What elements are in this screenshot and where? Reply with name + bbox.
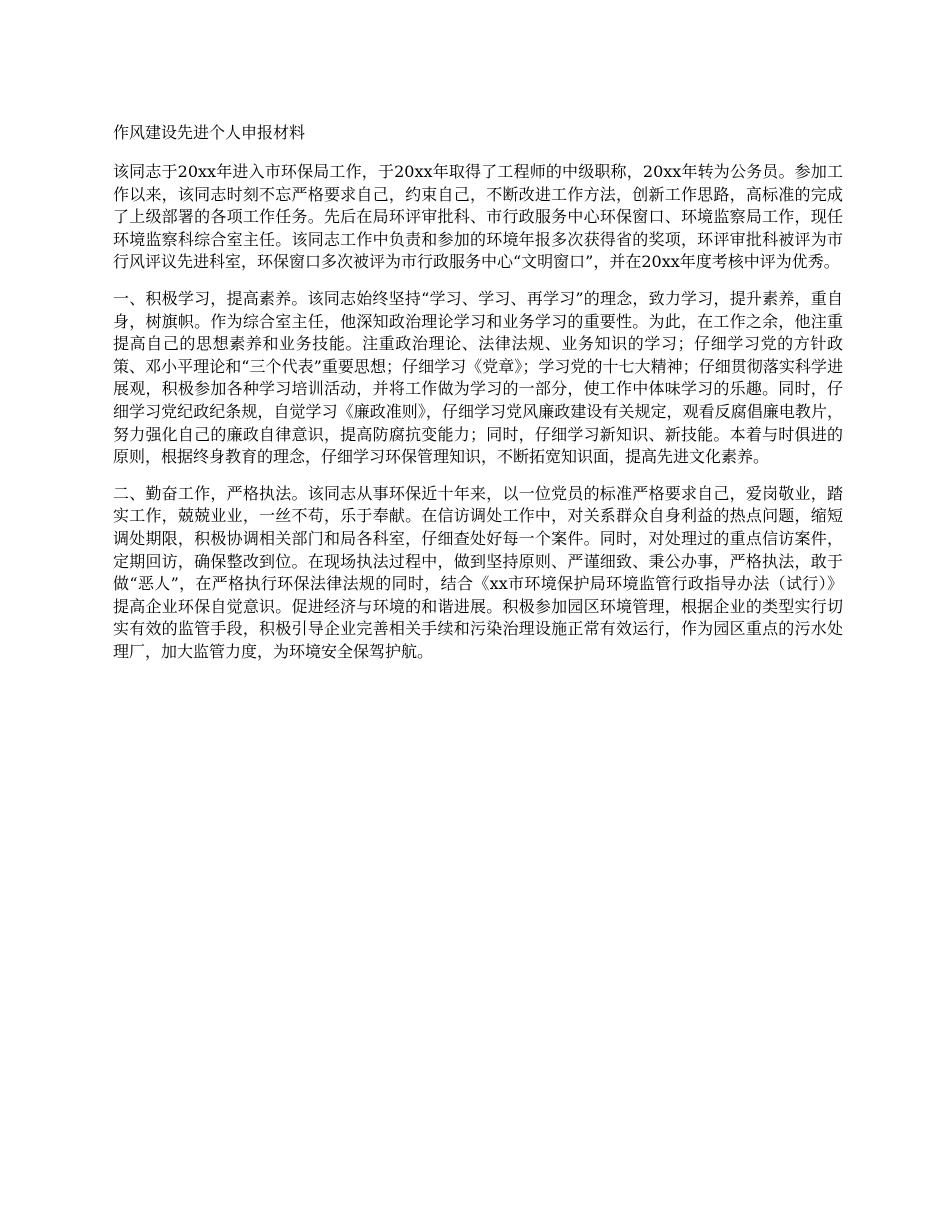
document-page [113,122,843,677]
document-title: 作风建设先进个人申报材料 [113,123,306,142]
intro-paragraph: 该同志于20xx年进入市环保局工作，于20xx年取得了工程师的中级职称，20xx年转为公务员。参加工作以来，该同志时刻不忘严格要求自己，约束自己，不断改进工作方法，创新工作思路，高标准的完成了上级部署的各项工作任务。先后在局环评审批科、市行政服务中心环保窗口、环境监察局工作，现任环境监察科综合室主任。该同志工作中负责和参加的环境年报多次获得省的奖项，环评审批科被评为市行风评议先进科室，环保窗口多次被评为市行政服务中心“文明窗口”，并在20xx年度考核中评为优秀。 [113,162,843,272]
section-2-paragraph: 二、勤奋工作，严格执法。该同志从事环保近十年来，以一位党员的标准严格要求自己，爱岗敬业，踏实工作，兢兢业业，一丝不苟，乐于奉献。在信访调处工作中，对关系群众自身利益的热点问题，缩短调处期限，积极协调相关部门和局各科室，仔细查处好每一个案件。同时，对处理过的重点信访案件，定期回访，确保整改到位。在现场执法过程中，做到坚持原则、严谨细致、秉公办事，严格执法，敢于做“恶人”，在严格执行环保法律法规的同时，结合《xx市环境保护局环境监管行政指导办法（试行）》提高企业环保自觉意识。促进经济与环境的和谐进展。积极参加园区环境管理，根据企业的类型实行切实有效的监管手段，积极引导企业完善相关手续和污染治理设施正常有效运行，作为园区重点的污水处理厂，加大监管力度，为环境安全保驾护航。 [113,483,843,661]
section-1-paragraph: 一、积极学习，提高素养。该同志始终坚持“学习、学习、再学习”的理念，致力学习，提升素养，重自身，树旗帜。作为综合室主任，他深知政治理论学习和业务学习的重要性。为此，在工作之余，他注重提高自己的思想素养和业务技能。注重政治理论、法律法规、业务知识的学习；仔细学习党的方针政策、邓小平理论和“三个代表”重要思想；仔细学习《党章》；学习党的十七大精神；仔细贯彻落实科学进展观，积极参加各种学习培训活动，并将工作做为学习的一部分，使工作中体味学习的乐趣。同时，仔细学习党纪政纪条规，自觉学习《廉政准则》，仔细学习党风廉政建设有关规定，观看反腐倡廉电教片，努力强化自己的廉政自律意识，提高防腐抗变能力；同时，仔细学习新知识、新技能。本着与时俱进的原则，根据终身教育的理念，仔细学习环保管理知识，不断拓宽知识面，提高先进文化素养。 [113,288,843,467]
